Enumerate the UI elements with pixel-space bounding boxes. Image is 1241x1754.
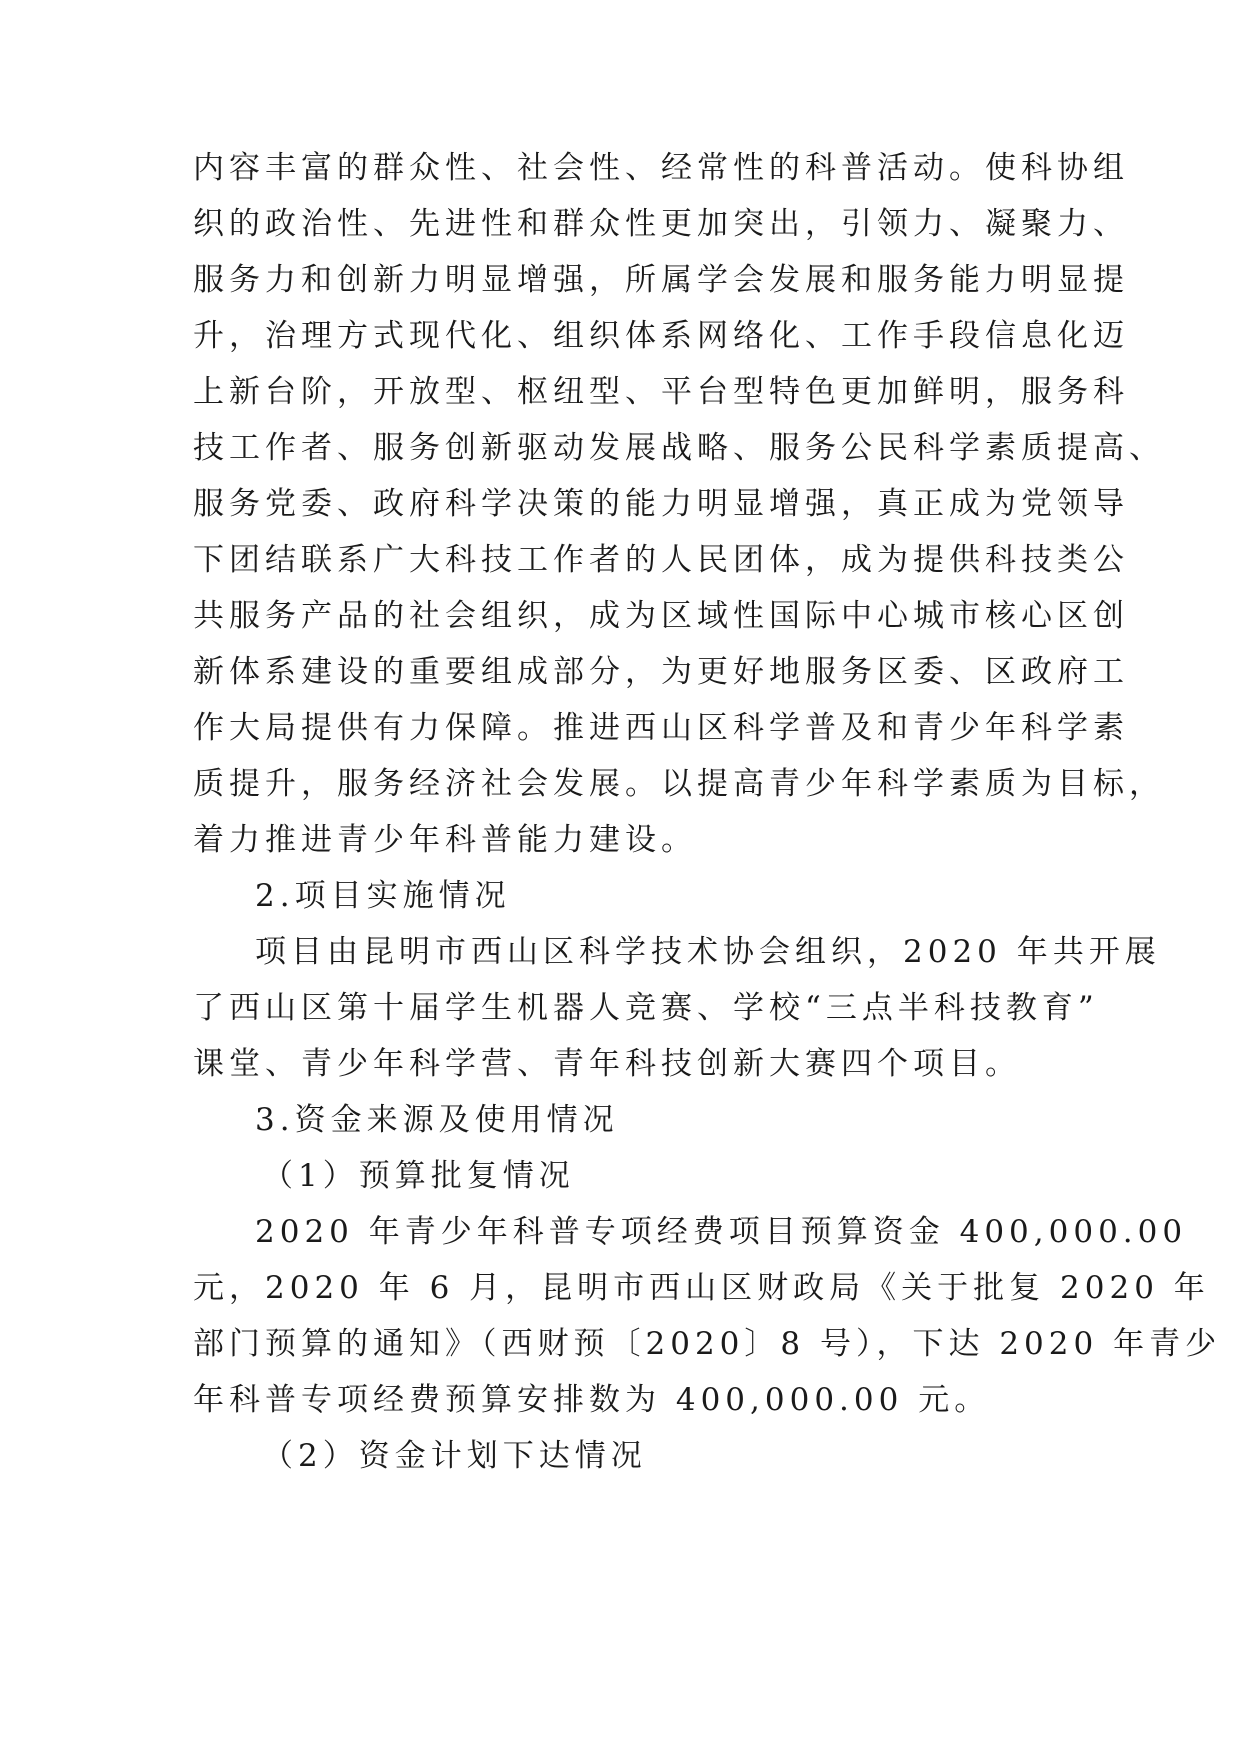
paragraph-line: 服务力和创新力明显增强，所属学会发展和服务能力明显提 — [193, 262, 1129, 298]
paragraph-line: 年科普专项经费预算安排数为 400,000.00 元。 — [193, 1382, 991, 1418]
paragraph-line: 课堂、青少年科学营、青年科技创新大赛四个项目。 — [193, 1046, 1021, 1082]
paragraph-line: 元，2020 年 6 月，昆明市西山区财政局《关于批复 2020 年 — [193, 1270, 1210, 1306]
paragraph-line: 织的政治性、先进性和群众性更加突出，引领力、凝聚力、 — [193, 206, 1129, 242]
paragraph-line: 着力推进青少年科普能力建设。 — [193, 822, 697, 858]
subsection-heading: （1）预算批复情况 — [262, 1158, 575, 1194]
paragraph-line: 上新台阶，开放型、枢纽型、平台型特色更加鲜明，服务科 — [193, 374, 1129, 410]
paragraph-line: 服务党委、政府科学决策的能力明显增强，真正成为党领导 — [193, 486, 1129, 522]
section-heading: 2.项目实施情况 — [255, 878, 511, 914]
paragraph-line: 共服务产品的社会组织，成为区域性国际中心城市核心区创 — [193, 598, 1129, 634]
paragraph-line: 了西山区第十届学生机器人竞赛、学校“三点半科技教育” — [193, 990, 1099, 1026]
paragraph-line: 作大局提供有力保障。推进西山区科学普及和青少年科学素 — [193, 710, 1129, 746]
paragraph-line: 技工作者、服务创新驱动发展战略、服务公民科学素质提高、 — [193, 430, 1165, 466]
paragraph-line: 项目由昆明市西山区科学技术协会组织，2020 年共开展 — [255, 934, 1161, 970]
paragraph-line: 部门预算的通知》（西财预〔2020〕8 号），下达 2020 年青少 — [193, 1326, 1222, 1362]
paragraph-line: 升，治理方式现代化、组织体系网络化、工作手段信息化迈 — [193, 318, 1129, 354]
paragraph-line: 内容丰富的群众性、社会性、经常性的科普活动。使科协组 — [193, 150, 1129, 186]
section-heading: 3.资金来源及使用情况 — [255, 1102, 619, 1138]
subsection-heading: （2）资金计划下达情况 — [262, 1438, 647, 1474]
paragraph-line: 2020 年青少年科普专项经费项目预算资金 400,000.00 — [255, 1214, 1188, 1250]
paragraph-line: 新体系建设的重要组成部分，为更好地服务区委、区政府工 — [193, 654, 1129, 690]
paragraph-line: 质提升，服务经济社会发展。以提高青少年科学素质为目标， — [193, 766, 1165, 802]
paragraph-line: 下团结联系广大科技工作者的人民团体，成为提供科技类公 — [193, 542, 1129, 578]
